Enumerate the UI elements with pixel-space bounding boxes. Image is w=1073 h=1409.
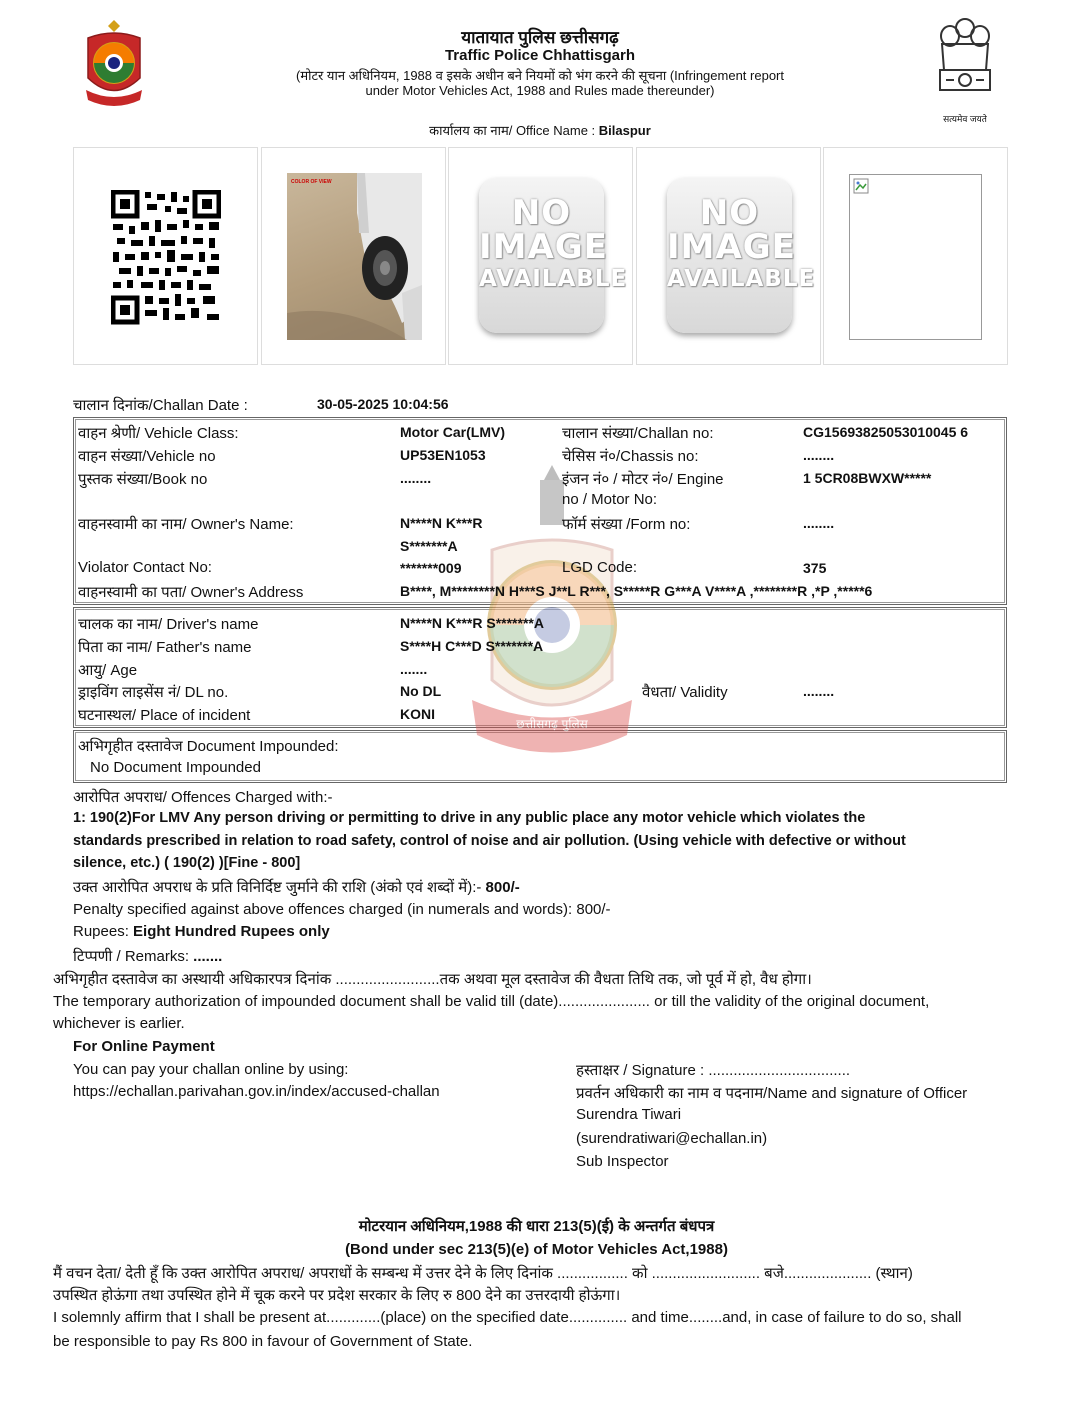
broken-image-panel (823, 147, 1008, 365)
header-subtitle-1: (मोटर यान अधिनियम, 1988 व इसके अधीन बने नियमों को भंग करने की सूचना (Infringement report (295, 68, 784, 83)
officer-name: Surendra Tiwari (576, 1106, 682, 1123)
police-logo (78, 18, 150, 113)
payment-url-link[interactable]: https://echallan.parivahan.gov.in/index/accused-challan (73, 1083, 440, 1100)
vehicle-class-label: वाहन श्रेणी/ Vehicle Class: (78, 425, 239, 442)
challan-no-value: CG15693825053010045 6 (803, 424, 969, 440)
validity-note-en-2: whichever is earlier. (53, 1015, 185, 1032)
impounded-label: अभिगृहीत दस्तावेज Document Impounded: (78, 738, 339, 755)
father-label: पिता का नाम/ Father's name (78, 639, 252, 656)
owner-name-label: वाहनस्वामी का नाम/ Owner's Name: (78, 516, 294, 533)
owner-name-value-2: S*******A (400, 538, 458, 554)
header-subtitle-2: under Motor Vehicles Act, 1988 and Rules made thereunder) (365, 83, 715, 98)
vehicle-photo-panel (261, 147, 446, 365)
no-image-panel-1 (448, 147, 633, 365)
penalty-english: Penalty specified against above offences charged (in numerals and words): 800/- (73, 901, 611, 918)
place-value: KONI (400, 706, 435, 722)
engine-value: 1 5CR08BWXW***** (803, 470, 932, 486)
lgd-value: 375 (803, 560, 827, 576)
offence-text-1: 1: 190(2)For LMV Any person driving or permitting to drive in any public place any motor vehicle which violates the (73, 810, 866, 826)
bond-hindi-1: मैं वचन देता/ देती हूँ कि उक्त आरोपित अपराध/ अपराधों के सम्बन्ध में उत्तर देने के लिए दिनांक ................. को .......................... बजे..................... (स्थान) (53, 1265, 913, 1282)
validity-note-hindi: अभिगृहीत दस्तावेज का अस्थायी अधिकारपत्र दिनांक .........................तक अथवा मूल दस्तावेज की वैधता तिथि तक, जो पूर्व में हो, वैध होगा। (53, 971, 812, 988)
offence-text-2: standards prescribed in relation to road safety, control of noise and air pollution. (Using vehicle with defective or without (73, 833, 906, 849)
payment-line: You can pay your challan online by using: (73, 1061, 349, 1078)
no-image-panel-2 (636, 147, 821, 365)
bond-english-2: be responsible to pay Rs 800 in favour of Government of State. (53, 1333, 473, 1350)
qr-code (111, 190, 221, 326)
chassis-label: चेसिस नं०/Chassis no: (562, 448, 699, 465)
chassis-value: ........ (803, 447, 835, 463)
challan-no-label: चालान संख्या/Challan no: (562, 425, 714, 442)
challan-date-value: 30-05-2025 10:04:56 (317, 396, 449, 412)
header-title-hindi: यातायात पुलिस छत्तीसगढ़ (461, 28, 619, 47)
watermark-text: छत्तीसगढ़ पुलिस (516, 717, 588, 731)
no-image-placeholder: NO IMAGE AVAILABLE (479, 178, 604, 333)
challan-date-label: चालान दिनांक/Challan Date : (73, 397, 248, 414)
validity-value: ........ (803, 683, 835, 699)
lgd-label: LGD Code: (562, 559, 638, 576)
form-no-label: फॉर्म संख्या /Form no: (562, 516, 691, 533)
vehicle-photo (287, 173, 422, 340)
national-emblem (932, 12, 998, 112)
address-label: वाहनस्वामी का पता/ Owner's Address (78, 584, 304, 601)
offence-heading: आरोपित अपराध/ Offences Charged with:- (73, 789, 333, 806)
dl-label: ड्राइविंग लाइसेंस नं/ DL no. (78, 684, 229, 701)
bond-hindi-2: उपस्थित होऊंगा तथा उपस्थित होने में चूक करने पर प्रदेश सरकार के लिए रु 800 देने का उत्तरदायी होऊंगा। (53, 1287, 621, 1304)
signature-line: हस्ताक्षर / Signature : .................................. (576, 1062, 851, 1079)
age-label: आयु/ Age (78, 662, 138, 679)
vehicle-no-label: वाहन संख्या/Vehicle no (78, 448, 216, 465)
emblem-motto: सत्यमेव जयते (943, 114, 987, 124)
address-value: B****, M********N H***S J**L R***, S*****R G***A V****A ,********R ,*P ,*****6 (400, 583, 873, 599)
broken-image (849, 174, 982, 340)
place-label: घटनास्थल/ Place of incident (78, 707, 251, 724)
rupees-line: Rupees: Eight Hundred Rupees only (73, 923, 330, 940)
engine-label-2: no / Motor No: (562, 491, 658, 508)
engine-label-1: इंजन नं० / मोटर नं०/ Engine (562, 471, 724, 488)
driver-label: चालक का नाम/ Driver's name (78, 616, 259, 633)
officer-name-label: प्रवर्तन अधिकारी का नाम व पदनाम/Name and signature of Officer (576, 1085, 968, 1102)
contact-label: Violator Contact No: (78, 559, 212, 576)
validity-label: वैधता/ Validity (642, 684, 728, 701)
bond-title-english: (Bond under sec 213(5)(e) of Motor Vehicles Act,1988) (345, 1241, 728, 1258)
vehicle-no-value: UP53EN1053 (400, 447, 486, 463)
qr-code-panel (73, 147, 258, 365)
office-name: कार्यालय का नाम/ Office Name : Bilaspur (429, 123, 651, 138)
offence-text-3: silence, etc.) ( 190(2) )[Fine - 800] (73, 855, 301, 871)
bond-english-1: I solemnly affirm that I shall be present at.............(place) on the specified date.............. and time........and, in case of failure to do so, shall (53, 1309, 962, 1326)
vehicle-class-value: Motor Car(LMV) (400, 424, 505, 440)
officer-email: (surendratiwari@echallan.in) (576, 1130, 768, 1147)
payment-heading: For Online Payment (73, 1038, 215, 1055)
dl-value: No DL (400, 683, 442, 699)
age-value: ....... (400, 661, 428, 677)
remarks-line: टिप्पणी / Remarks: ....... (73, 948, 223, 965)
driver-value: N****N K***R S*******A (400, 615, 544, 631)
owner-name-value-1: N****N K***R (400, 515, 483, 531)
contact-value: *******009 (400, 560, 462, 576)
header-title-english: Traffic Police Chhattisgarh (444, 47, 636, 64)
no-image-placeholder: NO IMAGE AVAILABLE (667, 178, 792, 333)
book-no-value: ........ (400, 470, 432, 486)
book-no-label: पुस्तक संख्या/Book no (78, 471, 208, 488)
bond-title-hindi: मोटरयान अधिनियम,1988 की धारा 213(5)(ई) के अन्तर्गत बंधपत्र (358, 1218, 715, 1235)
broken-image-icon (853, 178, 869, 194)
form-no-value: ........ (803, 515, 835, 531)
validity-note-en-1: The temporary authorization of impounded document shall be valid till (date)...................... or till the validity of the original document, (53, 993, 930, 1010)
impounded-value: No Document Impounded (90, 759, 261, 776)
father-value: S****H C***D S*******A (400, 638, 544, 654)
fine-hindi: उक्त आरोपित अपराध के प्रति विनिर्दिष्ट जुर्माने की राशि (अंको एवं शब्दों में):- 800/- (73, 879, 520, 896)
photo-tag: COLOR OF VIEW (291, 179, 332, 185)
officer-designation: Sub Inspector (576, 1153, 669, 1170)
